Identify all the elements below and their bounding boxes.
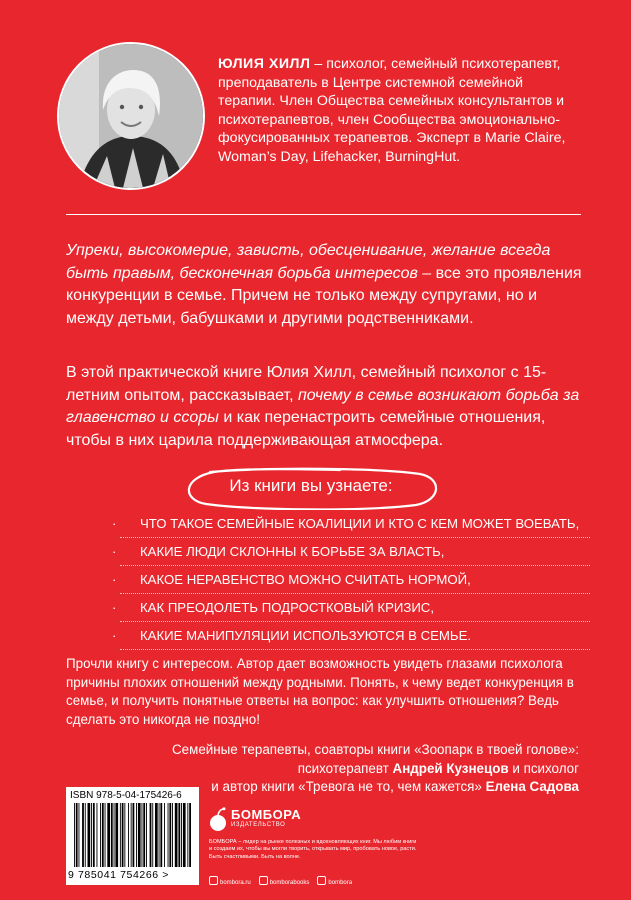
barcode-stripe xyxy=(183,803,186,867)
author-name: ЮЛИЯ ХИЛЛ xyxy=(218,56,311,72)
author-bio xyxy=(218,55,578,167)
barcode-stripe xyxy=(124,803,125,867)
isbn-label: ISBN 978-5-04-175426-6 xyxy=(70,790,182,801)
barcode-stripe xyxy=(131,803,132,867)
learn-title: Из книги вы узнаете: xyxy=(229,476,393,495)
intro-text: все это проявления конкуренции в семье. Причем не только между супругами, но и между детьми, бабушками и другими родственниками. xyxy=(66,264,582,327)
credit-name-kuznetsov: Андрей Кузнецов xyxy=(392,760,509,776)
social-site[interactable]: bombora.ru xyxy=(209,876,251,886)
bullet-icon: · xyxy=(112,516,117,531)
bullet-icon: · xyxy=(112,628,117,643)
barcode-stripe xyxy=(187,803,188,867)
barcode-stripe xyxy=(76,803,78,867)
barcode-stripe xyxy=(189,803,191,867)
dotted-separator xyxy=(120,593,590,595)
author-photo xyxy=(57,42,205,190)
barcode-stripe xyxy=(146,803,147,867)
list-item: · ЧТО ТАКОЕ СЕМЕЙНЫЕ КОАЛИЦИИ И КТО С КЕМ МОЖЕТ ВОЕВАТЬ, xyxy=(110,515,590,539)
barcode-stripe xyxy=(168,803,169,867)
vk-icon xyxy=(259,876,268,885)
credit-name-sadova: Елена Садова xyxy=(485,779,579,794)
barcode-stripe xyxy=(88,803,91,867)
barcode-stripe xyxy=(114,803,115,867)
review-text: Прочли книгу с интересом. Автор дает возможность увидеть глазами психолога причины плохих отношений между родными. Понять, к чему ведет конкуренция в семье, и получить понятные ответы на вопрос: как улучшить отношения? Ведь сделать это никогда не поздно! xyxy=(66,656,574,727)
barcode-stripe xyxy=(93,803,95,867)
list-item: · КАК ПРЕОДОЛЕТЬ ПОДРОСТКОВЫЙ КРИЗИС, xyxy=(110,599,590,623)
bomb-icon xyxy=(209,807,227,833)
barcode-stripe xyxy=(150,803,152,867)
barcode-stripe xyxy=(138,803,141,867)
dotted-separator xyxy=(120,649,590,651)
publisher-name: БОМБОРА xyxy=(231,807,302,822)
publisher-description: БОМБОРА – лидер на рынке полезных и вдохновляющих книг. Мы любим книги и создаем их, чтобы вы могли творить, открывать мир, пробовать новое, расти. Быть счастливыми. Быть на волне. xyxy=(209,839,417,860)
barcode-stripe xyxy=(74,803,75,867)
barcode-stripe xyxy=(155,803,158,867)
barcode-stripe xyxy=(79,803,80,867)
dotted-separator xyxy=(120,565,590,567)
barcode-stripe xyxy=(91,803,92,867)
bullet-icon: · xyxy=(112,544,117,559)
credits-line-2: психотерапевт Андрей Кузнецов и психолог xyxy=(297,760,579,776)
barcode-stripe xyxy=(136,803,137,867)
barcode-stripe xyxy=(107,803,110,867)
barcode-stripe xyxy=(181,803,182,867)
barcode-stripe xyxy=(100,803,101,867)
barcode-stripe xyxy=(143,803,145,867)
about-paragraph xyxy=(66,362,586,452)
barcode-box xyxy=(66,787,199,885)
barcode-stripe xyxy=(169,803,171,867)
barcode-stripe xyxy=(128,803,129,867)
learn-list xyxy=(110,515,590,655)
barcode-stripe xyxy=(178,803,180,867)
barcode-stripe xyxy=(175,803,178,867)
barcode-stripe xyxy=(120,803,121,867)
learn-heading-box xyxy=(180,466,442,510)
list-item: · КАКИЕ ЛЮДИ СКЛОННЫ К БОРЬБЕ ЗА ВЛАСТЬ, xyxy=(110,543,590,567)
barcode-stripe xyxy=(111,803,113,867)
globe-icon xyxy=(209,876,218,885)
author-bio-text: – психолог, семейный психотерапевт, преподаватель в Центре системной семейной терапии. Член Общества семейных консультантов и психотерапевтов, член Сообщества эмоционально-фокусированных терапевтов. Эксперт в Marie Claire, Woman’s Day, Lifehacker, BurningHut. xyxy=(218,56,566,165)
barcode-stripe xyxy=(152,803,153,867)
social-vk[interactable]: bomborabooks xyxy=(259,876,310,886)
barcode-stripe xyxy=(115,803,118,867)
barcode-stripe xyxy=(159,803,160,867)
bullet-icon: · xyxy=(112,572,117,587)
barcode-stripe xyxy=(82,803,84,867)
telegram-icon xyxy=(317,876,326,885)
publisher-socials xyxy=(209,876,352,886)
publisher-sub: ИЗДАТЕЛЬСТВО xyxy=(231,822,286,828)
dotted-separator xyxy=(120,537,590,539)
dotted-separator xyxy=(120,621,590,623)
barcode-stripe xyxy=(85,803,86,867)
barcode-number: 9 785041 754266 > xyxy=(68,869,169,881)
barcode-stripe xyxy=(122,803,124,867)
credits-line-3: и автор книги «Тревога не то, чем кажется» Елена Садова xyxy=(211,779,579,794)
credits-line-1: Семейные терапевты, соавторы книги «Зоопарк в твоей голове»: xyxy=(172,742,579,757)
barcode-stripe xyxy=(105,803,106,867)
about-text-2: и как перенастроить семейные отношения, чтобы в них царила поддерживающая атмосфера. xyxy=(66,409,546,449)
list-item: · КАКОЕ НЕРАВЕНСТВО МОЖНО СЧИТАТЬ НОРМОЙ, xyxy=(110,571,590,595)
publisher-logo xyxy=(209,805,309,835)
barcode-stripe xyxy=(142,803,143,867)
barcode-icon xyxy=(72,803,193,869)
about-italic: почему в семье возникают борьба за главенство и ссоры xyxy=(66,386,580,426)
author-portrait-icon xyxy=(59,44,203,188)
about-text-1: В этой практической книге Юлия Хилл, семейный психолог с 15-летним опытом, рассказывает, xyxy=(66,364,547,404)
barcode-stripe xyxy=(102,803,104,867)
barcode-stripe xyxy=(164,803,165,867)
barcode-stripe xyxy=(133,803,135,867)
barcode-stripe xyxy=(97,803,98,867)
list-item: · КАКИЕ МАНИПУЛЯЦИИ ИСПОЛЬЗУЮТСЯ В СЕМЬЕ. xyxy=(110,627,590,651)
intro-paragraph xyxy=(66,240,586,330)
divider xyxy=(66,214,581,215)
intro-italic: Упреки, высокомерие, зависть, обесценивание, желание всегда быть правым, бесконечная борьба интересов – xyxy=(66,242,551,282)
bullet-icon: · xyxy=(112,600,117,615)
barcode-stripe xyxy=(172,803,173,867)
barcode-stripe xyxy=(160,803,162,867)
social-telegram[interactable]: bombora xyxy=(317,876,352,886)
